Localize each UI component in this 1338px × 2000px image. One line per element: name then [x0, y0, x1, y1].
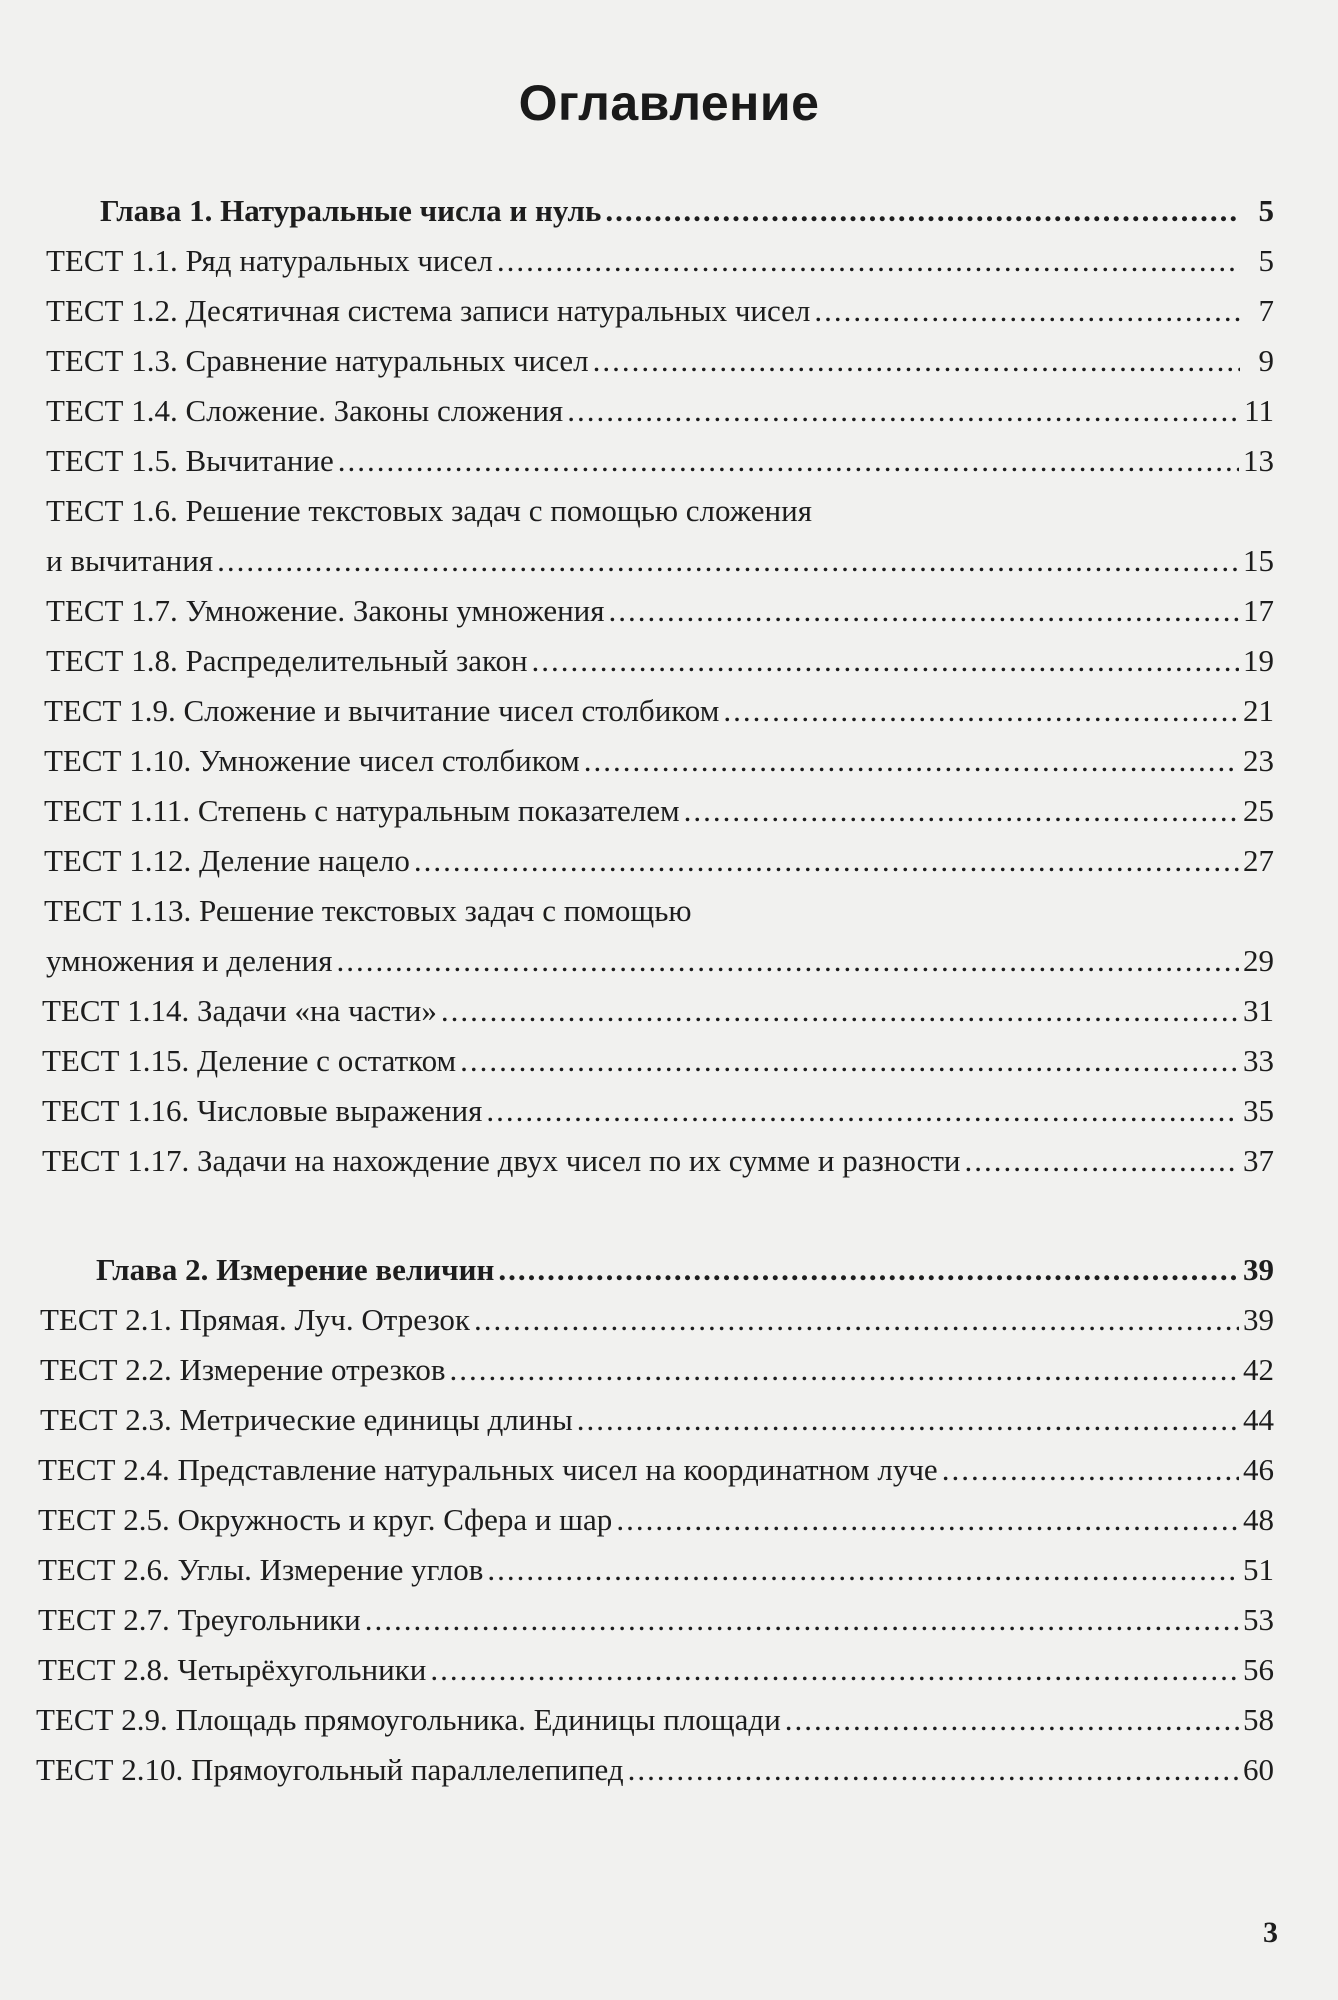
toc-entry-label: ТЕСТ 2.8. Четырёхугольники [38, 1652, 427, 1687]
toc-entry-label: и вычитания [46, 543, 214, 578]
toc-entry-label: ТЕСТ 1.5. Вычитание [46, 443, 334, 478]
toc-entry-label: умножения и деления [46, 943, 333, 978]
leader-dots [577, 1400, 1239, 1440]
toc-entry-1-10[interactable] [44, 741, 1274, 781]
leader-dots [497, 241, 1240, 281]
toc-page-number: 35 [1243, 1093, 1274, 1128]
toc-entry-label: ТЕСТ 2.1. Прямая. Луч. Отрезок [40, 1302, 470, 1337]
toc-entry-label: ТЕСТ 1.11. Степень с натуральным показателем [44, 793, 680, 828]
toc-entry-1-17[interactable] [42, 1141, 1274, 1181]
toc-entry-label: ТЕСТ 1.12. Деление нацело [44, 843, 410, 878]
leader-dots [498, 1250, 1239, 1290]
toc-entry-2-1[interactable] [40, 1300, 1274, 1340]
toc-entry-2-3[interactable] [40, 1400, 1274, 1440]
toc-page-number: 39 [1243, 1252, 1274, 1287]
leader-dots [942, 1450, 1239, 1490]
toc-entry-2-8[interactable] [38, 1650, 1274, 1690]
leader-dots [474, 1300, 1239, 1340]
leader-dots [593, 341, 1240, 381]
toc-entry-label: ТЕСТ 1.16. Числовые выражения [42, 1093, 483, 1128]
toc-entry-label: ТЕСТ 2.7. Треугольники [38, 1602, 361, 1637]
toc-page-number: 44 [1243, 1402, 1274, 1437]
toc-entry-1-6-first-line: ТЕСТ 1.6. Решение текстовых задач с помощью сложения [46, 493, 812, 528]
toc-page-number: 60 [1243, 1752, 1274, 1787]
toc-entry-1-1[interactable] [46, 241, 1274, 281]
toc-page-number: 5 [1258, 243, 1274, 278]
toc-entry-label: ТЕСТ 1.9. Сложение и вычитание чисел столбиком [44, 693, 720, 728]
toc-entry-label: ТЕСТ 2.10. Прямоугольный параллелепипед [36, 1752, 624, 1787]
toc-entry-label: ТЕСТ 1.3. Сравнение натуральных чисел [46, 343, 589, 378]
toc-entry-label: ТЕСТ 2.6. Углы. Измерение углов [38, 1552, 484, 1587]
toc-entry-1-2[interactable] [46, 291, 1274, 331]
toc-entry-label: Глава 1. Натуральные числа и нуль [100, 193, 602, 228]
page-number: 3 [1263, 1916, 1278, 1949]
toc-page-number: 11 [1244, 393, 1274, 428]
leader-dots [487, 1550, 1239, 1590]
toc-page-number: 13 [1243, 443, 1274, 478]
page-title: Оглавление [518, 75, 820, 131]
toc-entry-2-9[interactable] [36, 1700, 1274, 1740]
toc-entry-label: ТЕСТ 1.4. Сложение. Законы сложения [46, 393, 564, 428]
toc-entry-2-6[interactable] [38, 1550, 1274, 1590]
toc-page-number: 42 [1243, 1352, 1274, 1387]
toc-page-number: 31 [1243, 993, 1274, 1028]
toc-page-number: 56 [1243, 1652, 1274, 1687]
toc-entry-1-16[interactable] [42, 1091, 1274, 1131]
toc-page-number: 46 [1243, 1452, 1274, 1487]
toc-entry-1-8[interactable] [46, 641, 1274, 681]
toc-entry-label: ТЕСТ 1.10. Умножение чисел столбиком [44, 743, 580, 778]
toc-entry-label: ТЕСТ 2.5. Окружность и круг. Сфера и шар [38, 1502, 613, 1537]
leader-dots [337, 941, 1239, 981]
toc-entry-1-5[interactable] [46, 441, 1274, 481]
toc-entry-1-3[interactable] [46, 341, 1274, 381]
toc-entry-label: ТЕСТ 2.3. Метрические единицы длины [40, 1402, 573, 1437]
toc-entry-1-11[interactable] [44, 791, 1274, 831]
toc-entry-2-2[interactable] [40, 1350, 1274, 1390]
leader-dots [430, 1650, 1239, 1690]
leader-dots [441, 991, 1239, 1031]
toc-page-number: 21 [1243, 693, 1274, 728]
leader-dots [486, 1091, 1239, 1131]
leader-dots [450, 1350, 1239, 1390]
leader-dots [584, 741, 1239, 781]
toc-entry-2-10[interactable] [36, 1750, 1274, 1790]
leader-dots [338, 441, 1239, 481]
toc-page-number: 27 [1243, 843, 1274, 878]
leader-dots [605, 191, 1240, 231]
toc-entry-1-12[interactable] [44, 841, 1274, 881]
toc-entry-1-13[interactable] [46, 941, 1274, 981]
leader-dots [460, 1041, 1239, 1081]
toc-chapter-1[interactable] [100, 191, 1274, 231]
leader-dots [785, 1700, 1239, 1740]
toc-entry-label: ТЕСТ 2.9. Площадь прямоугольника. Единицы площади [36, 1702, 781, 1737]
toc-chapter-2[interactable] [96, 1250, 1274, 1290]
toc-page-number: 9 [1258, 343, 1274, 378]
toc-entry-1-7[interactable] [46, 591, 1274, 631]
toc-entry-label: ТЕСТ 1.7. Умножение. Законы умножения [46, 593, 605, 628]
toc-entry-2-5[interactable] [38, 1500, 1274, 1540]
toc-entry-1-9[interactable] [44, 691, 1274, 731]
toc-entry-label: ТЕСТ 1.14. Задачи «на части» [42, 993, 437, 1028]
toc-page-number: 5 [1258, 193, 1274, 228]
toc-entry-1-6[interactable] [46, 541, 1274, 581]
leader-dots [616, 1500, 1239, 1540]
toc-entry-label: ТЕСТ 2.2. Измерение отрезков [40, 1352, 446, 1387]
leader-dots [814, 291, 1240, 331]
toc-page-number: 48 [1243, 1502, 1274, 1537]
toc-entry-label: ТЕСТ 1.2. Десятичная система записи натуральных чисел [46, 293, 811, 328]
toc-page-number: 51 [1243, 1552, 1274, 1587]
toc-page-number: 29 [1243, 943, 1274, 978]
leader-dots [628, 1750, 1239, 1790]
toc-entry-1-4[interactable] [46, 391, 1274, 431]
toc-entry-label: ТЕСТ 1.1. Ряд натуральных чисел [46, 243, 493, 278]
toc-page-number: 33 [1243, 1043, 1274, 1078]
leader-dots [414, 841, 1239, 881]
leader-dots [365, 1600, 1239, 1640]
leader-dots [723, 691, 1239, 731]
leader-dots [965, 1141, 1240, 1181]
leader-dots [609, 591, 1239, 631]
toc-page-number: 7 [1258, 293, 1274, 328]
toc-entry-1-14[interactable] [42, 991, 1274, 1031]
toc-entry-2-7[interactable] [38, 1600, 1274, 1640]
toc-entry-label: ТЕСТ 1.17. Задачи на нахождение двух чисел по их сумме и разности [42, 1143, 961, 1178]
toc-entry-label: ТЕСТ 1.15. Деление с остатком [42, 1043, 457, 1078]
toc-page-number: 23 [1243, 743, 1274, 778]
toc-entry-2-4[interactable] [38, 1450, 1274, 1490]
toc-page-number: 15 [1243, 543, 1274, 578]
toc-entry-1-13-first-line: ТЕСТ 1.13. Решение текстовых задач с помощью [44, 893, 692, 928]
toc-page-number: 53 [1243, 1602, 1274, 1637]
leader-dots [532, 641, 1239, 681]
toc-page-number: 17 [1243, 593, 1274, 628]
leader-dots [567, 391, 1240, 431]
toc-entry-label: ТЕСТ 1.8. Распределительный закон [46, 643, 528, 678]
toc-page-number: 25 [1243, 793, 1274, 828]
toc-entry-label: Глава 2. Измерение величин [96, 1252, 495, 1287]
toc-page-number: 37 [1243, 1143, 1274, 1178]
leader-dots [684, 791, 1239, 831]
toc-page-number: 19 [1243, 643, 1274, 678]
toc-page-number: 58 [1243, 1702, 1274, 1737]
toc-entry-1-15[interactable] [42, 1041, 1274, 1081]
leader-dots [217, 541, 1239, 581]
toc-page-number: 39 [1243, 1302, 1274, 1337]
toc-entry-label: ТЕСТ 2.4. Представление натуральных чисел на координатном луче [38, 1452, 938, 1487]
